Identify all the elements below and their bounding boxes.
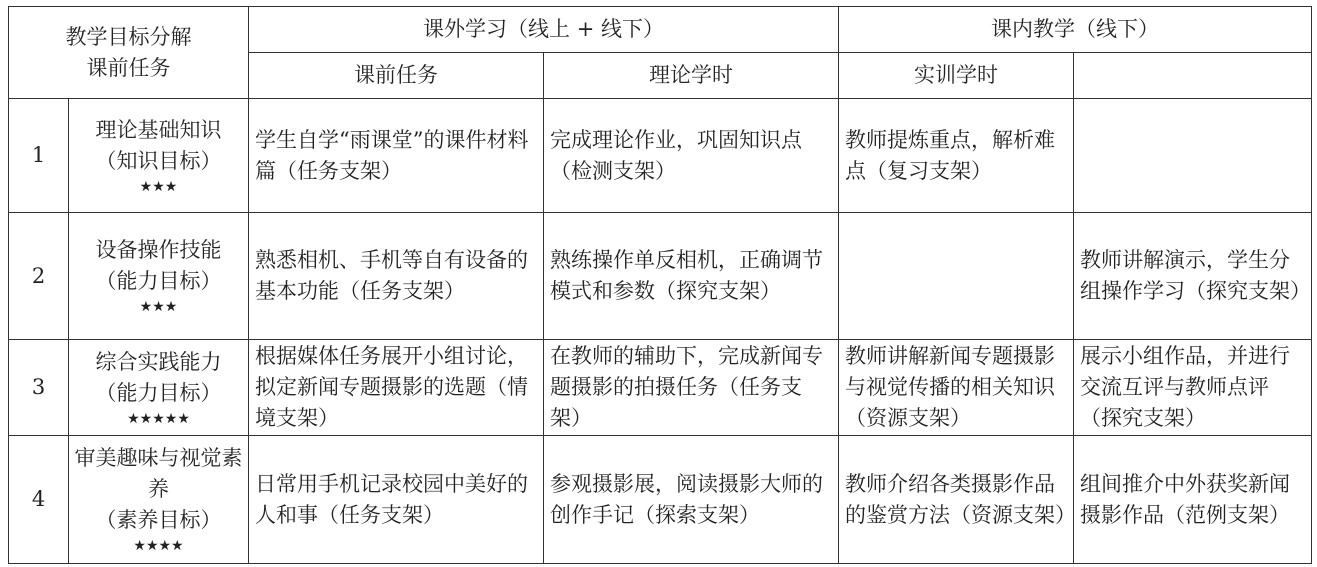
star-rating: ★★★ <box>139 299 178 315</box>
star-rating: ★★★ <box>139 178 178 195</box>
theory-cell: 在教师的辅助下，完成新闻专题摄影的拍摄任务（任务支架） <box>544 340 839 436</box>
last-cell: 展示小组作品，并进行交流互评与教师点评（探究支架） <box>1074 340 1312 436</box>
pre-task-cell: 日常用手机记录校园中美好的人和事（任务支架） <box>249 436 544 564</box>
practice-cell: 教师讲解新闻专题摄影与视觉传播的相关知识（资源支架） <box>839 340 1074 436</box>
col-theory: 理论学时 <box>544 53 839 99</box>
goal-name: 设备操作技能 <box>95 238 222 262</box>
last-cell: 教师讲解演示，学生分组操作学习（探究支架） <box>1074 213 1312 340</box>
table-row <box>9 213 1312 340</box>
goal-cell <box>69 436 249 564</box>
teaching-goal-table <box>8 6 1312 564</box>
row-number: 3 <box>9 340 69 436</box>
goal-type: （能力目标） <box>95 380 222 405</box>
inside-teaching-header: 课内教学（线下） <box>839 7 1312 53</box>
goal-header <box>9 7 249 99</box>
practice-cell: 教师提炼重点，解析难点（复习支架） <box>839 99 1074 213</box>
col-practice: 实训学时 <box>839 53 1074 99</box>
col-pre-task: 课前任务 <box>249 53 544 99</box>
practice-cell <box>839 213 1074 340</box>
outside-learning-header: 课外学习（线上 + 线下） <box>249 7 839 53</box>
star-rating: ★★★★★ <box>127 410 190 427</box>
row-number: 2 <box>9 213 69 340</box>
row-number: 1 <box>9 99 69 213</box>
star-rating: ★★★★ <box>133 538 184 554</box>
goal-cell <box>69 99 249 213</box>
goal-header-line1: 教学目标分解 <box>65 24 192 49</box>
theory-cell: 熟练操作单反相机，正确调节模式和参数（探究支架） <box>544 213 839 340</box>
goal-name: 综合实践能力 <box>95 349 222 374</box>
last-cell: 组间推介中外获奖新闻摄影作品（范例支架） <box>1074 436 1312 564</box>
goal-cell <box>69 213 249 340</box>
goal-type: （知识目标） <box>95 148 222 173</box>
col-last <box>1074 53 1312 99</box>
pre-task-cell: 学生自学“雨课堂”的课件材料篇（任务支架） <box>249 99 544 213</box>
goal-name: 理论基础知识 <box>95 117 222 142</box>
theory-cell: 完成理论作业，巩固知识点（检测支架） <box>544 99 839 213</box>
goal-type: （能力目标） <box>95 269 222 293</box>
table-row <box>9 340 1312 436</box>
last-cell <box>1074 99 1312 213</box>
practice-cell: 教师介绍各类摄影作品的鉴赏方法（资源支架） <box>839 436 1074 564</box>
goal-header-line2: 课前任务 <box>86 55 171 80</box>
table-row <box>9 436 1312 564</box>
theory-cell: 参观摄影展，阅读摄影大师的创作手记（探索支架） <box>544 436 839 564</box>
pre-task-cell: 熟悉相机、手机等自有设备的基本功能（任务支架） <box>249 213 544 340</box>
goal-type: （素养目标） <box>95 508 222 532</box>
table-row <box>9 99 1312 213</box>
goal-name: 审美趣味与视觉素养 <box>74 446 243 501</box>
goal-cell <box>69 340 249 436</box>
row-number: 4 <box>9 436 69 564</box>
pre-task-cell: 根据媒体任务展开小组讨论，拟定新闻专题摄影的选题（情境支架） <box>249 340 544 436</box>
